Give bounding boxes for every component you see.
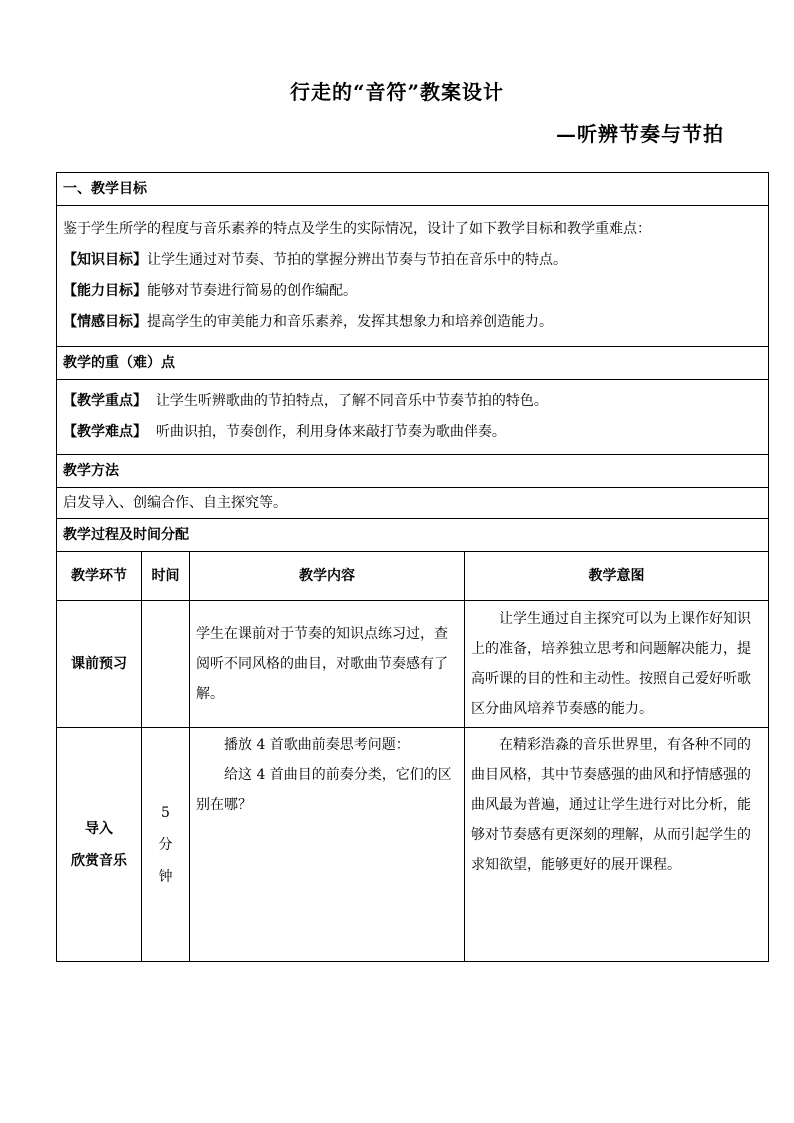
intent-cell: 让学生通过自主探究可以为上课作好知识上的准备，培养独立思考和问题解决能力，提高听课的目的性和主动性。按照自己爱好听歌区分曲风培养节奏感的能力。 [465, 601, 769, 728]
objectives-intro: 鉴于学生所学的程度与音乐素养的特点及学生的实际情况，设计了如下教学目标和教学重难点： [63, 221, 651, 237]
stage-line: 导入 [85, 820, 113, 837]
methods-text: 启发导入、创编合作、自主探究等。 [57, 488, 769, 519]
stage-cell [57, 728, 142, 962]
column-header-time: 时间 [142, 552, 190, 601]
objective-text: 能够对节奏进行简易的创作编配。 [147, 283, 357, 299]
objective-text: 让学生通过对节奏、节拍的掌握分辨出节奏与节拍在音乐中的特点。 [147, 252, 567, 268]
keypoints-heading: 教学的重（难）点 [57, 347, 769, 380]
keypoint-label: 【教学难点】 [63, 424, 147, 440]
objective-label: 【能力目标】 [63, 283, 147, 299]
time-cell [142, 601, 190, 728]
time-unit: 分 [158, 836, 173, 853]
column-header-content: 教学内容 [190, 552, 465, 601]
document-title: 行走的“音符”教案设计 [289, 80, 504, 104]
lesson-plan-table [56, 172, 769, 962]
stage-line: 欣赏音乐 [71, 852, 127, 869]
keypoints-section [57, 380, 769, 455]
content-cell [190, 728, 465, 962]
content-paragraph: 给这 4 首曲目的前奏分类，它们的区别在哪？ [196, 767, 452, 813]
objective-knowledge [63, 245, 762, 276]
objectives-section [57, 206, 769, 347]
objective-emotion [63, 307, 762, 338]
keypoint-label: 【教学重点】 [63, 393, 147, 409]
document-subtitle: —听辨节奏与节拍 [556, 122, 724, 146]
stage-cell: 课前预习 [57, 601, 142, 728]
objective-label: 【知识目标】 [63, 252, 147, 268]
time-number: 5 [161, 804, 170, 821]
objective-ability [63, 276, 762, 307]
process-heading: 教学过程及时间分配 [57, 519, 769, 552]
objectives-heading: 一、教学目标 [57, 173, 769, 206]
content-paragraph: 播放 4 首歌曲前奏思考问题： [224, 737, 410, 753]
methods-heading: 教学方法 [57, 455, 769, 488]
time-cell [142, 728, 190, 962]
content-cell: 学生在课前对于节奏的知识点练习过，查阅听不同风格的曲目，对歌曲节奏感有了解。 [190, 601, 465, 728]
objective-text: 提高学生的审美能力和音乐素养，发挥其想象力和培养创造能力。 [147, 314, 553, 330]
keypoint-focus [63, 386, 762, 417]
table-row [57, 728, 769, 962]
column-header-intent: 教学意图 [465, 552, 769, 601]
time-unit: 钟 [158, 868, 173, 885]
keypoint-difficulty [63, 417, 762, 448]
intent-cell: 在精彩浩淼的音乐世界里，有各种不同的曲目风格，其中节奏感强的曲风和抒情感强的曲风最为普遍，通过让学生进行对比分析，能够对节奏感有更深刻的理解，从而引起学生的求知欲望，能够更好的展开课程。 [465, 728, 769, 962]
table-row [57, 601, 769, 728]
keypoint-text: 让学生听辨歌曲的节拍特点，了解不同音乐中节奏节拍的特色。 [155, 393, 548, 409]
keypoint-text: 听曲识拍，节奏创作，利用身体来敲打节奏为歌曲伴奏。 [155, 424, 506, 440]
column-header-stage: 教学环节 [57, 552, 142, 601]
objective-label: 【情感目标】 [63, 314, 147, 330]
